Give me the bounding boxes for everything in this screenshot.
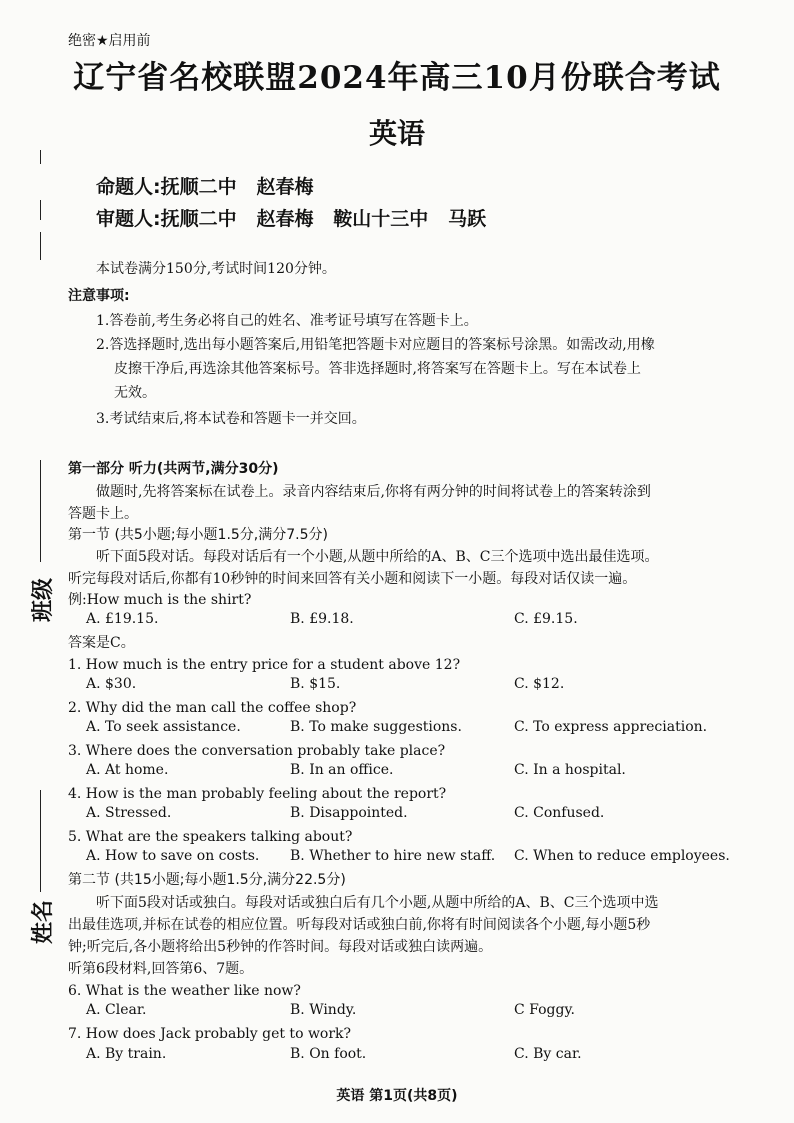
reviewer-line: 审题人:抚顺二中 赵春梅 鞍山十三中 马跃 <box>96 208 487 230</box>
q4-option-b: B. Disappointed. <box>290 805 408 821</box>
question-4: 4. How is the man probably feeling about the report? <box>68 786 447 802</box>
q3-option-b: B. In an office. <box>290 762 394 778</box>
page-footer: 英语 第1页(共8页) <box>336 1088 458 1104</box>
q3-option-a: A. At home. <box>86 762 169 778</box>
question-3: 3. Where does the conversation probably take place? <box>68 743 446 759</box>
score-time-note: 本试卷满分150分,考试时间120分钟。 <box>96 261 336 277</box>
part1-title: 第一部分 听力(共两节,满分30分) <box>68 461 279 477</box>
q4-option-a: A. Stressed. <box>86 805 172 821</box>
note-3: 3.考试结束后,将本试卷和答题卡一并交回。 <box>96 411 366 427</box>
example-answer: 答案是C。 <box>68 635 135 651</box>
q5-option-b: B. Whether to hire new staff. <box>290 848 496 864</box>
section1-title: 第一节 (共5小题;每小题1.5分,满分7.5分) <box>68 527 328 543</box>
exam-title: 辽宁省名校联盟2024年高三10月份联合考试 <box>73 60 721 96</box>
q1-option-b: B. $15. <box>290 676 341 692</box>
subject-title: 英语 <box>368 117 425 150</box>
q7-option-b: B. On foot. <box>290 1046 367 1062</box>
q6-option-b: B. Windy. <box>290 1002 357 1018</box>
note-2a: 2.答选择题时,选出每小题答案后,用铅笔把答题卡对应题目的答案标号涂黑。如需改动,用橡 <box>96 337 655 353</box>
section1-intro-2: 听完每段对话后,你都有10秒钟的时间来回答有关小题和阅读下一小题。每段对话仅读一遍。 <box>68 571 637 587</box>
class-underline <box>40 460 41 562</box>
section2-intro-3: 钟;听完后,各小题将给出5秒钟的作答时间。每段对话或独白读两遍。 <box>68 939 493 955</box>
setter-line: 命题人:抚顺二中 赵春梅 <box>96 176 314 198</box>
q4-option-c: C. Confused. <box>514 805 605 821</box>
question-2: 2. Why did the man call the coffee shop? <box>68 700 357 716</box>
question-6: 6. What is the weather like now? <box>68 983 301 999</box>
example-option-b: B. £9.18. <box>290 611 354 627</box>
q2-option-b: B. To make suggestions. <box>290 719 462 735</box>
question-7: 7. How does Jack probably get to work? <box>68 1026 352 1042</box>
name-underline <box>40 790 41 892</box>
example-question: 例:How much is the shirt? <box>68 592 252 608</box>
note-1: 1.答卷前,考生务必将自己的姓名、准考证号填写在答题卡上。 <box>96 313 478 329</box>
q2-option-c: C. To express appreciation. <box>514 719 708 735</box>
note-2b: 皮擦干净后,再选涂其他答案标号。答非选择题时,将答案写在答题卡上。写在本试卷上 <box>114 361 641 377</box>
part1-intro-1: 做题时,先将答案标在试卷上。录音内容结束后,你将有两分钟的时间将试卷上的答案转涂到 <box>96 484 651 500</box>
q1-option-a: A. $30. <box>86 676 137 692</box>
q7-option-a: A. By train. <box>86 1046 167 1062</box>
material-6-note: 听第6段材料,回答第6、7题。 <box>68 961 254 977</box>
margin-tick <box>40 232 41 260</box>
q6-option-c: C Foggy. <box>514 1002 575 1018</box>
name-label: 姓名 <box>31 899 56 944</box>
section2-title: 第二节 (共15小题;每小题1.5分,满分22.5分) <box>68 872 346 888</box>
q6-option-a: A. Clear. <box>86 1002 147 1018</box>
margin-tick <box>40 200 41 220</box>
confidential-mark: 绝密★启用前 <box>68 33 151 49</box>
section1-intro-1: 听下面5段对话。每段对话后有一个小题,从题中所给的A、B、C三个选项中选出最佳选项。 <box>96 549 659 565</box>
section2-intro-2: 出最佳选项,并标在试卷的相应位置。听每段对话或独白前,你将有时间阅读各个小题,每小题5秒 <box>68 917 651 933</box>
part1-intro-2: 答题卡上。 <box>68 506 138 522</box>
section2-intro-1: 听下面5段对话或独白。每段对话或独白后有几个小题,从题中所给的A、B、C三个选项中选 <box>96 895 659 911</box>
note-2c: 无效。 <box>114 385 156 401</box>
question-1: 1. How much is the entry price for a student above 12? <box>68 657 461 673</box>
q1-option-c: C. $12. <box>514 676 565 692</box>
question-5: 5. What are the speakers talking about? <box>68 829 353 845</box>
example-option-a: A. £19.15. <box>86 611 159 627</box>
q3-option-c: C. In a hospital. <box>514 762 626 778</box>
notes-title: 注意事项: <box>68 288 130 304</box>
q5-option-a: A. How to save on costs. <box>86 848 260 864</box>
class-label: 班级 <box>31 577 56 622</box>
q7-option-c: C. By car. <box>514 1046 582 1062</box>
q2-option-a: A. To seek assistance. <box>86 719 241 735</box>
margin-tick <box>40 150 41 164</box>
q5-option-c: C. When to reduce employees. <box>514 848 730 864</box>
example-option-c: C. £9.15. <box>514 611 578 627</box>
